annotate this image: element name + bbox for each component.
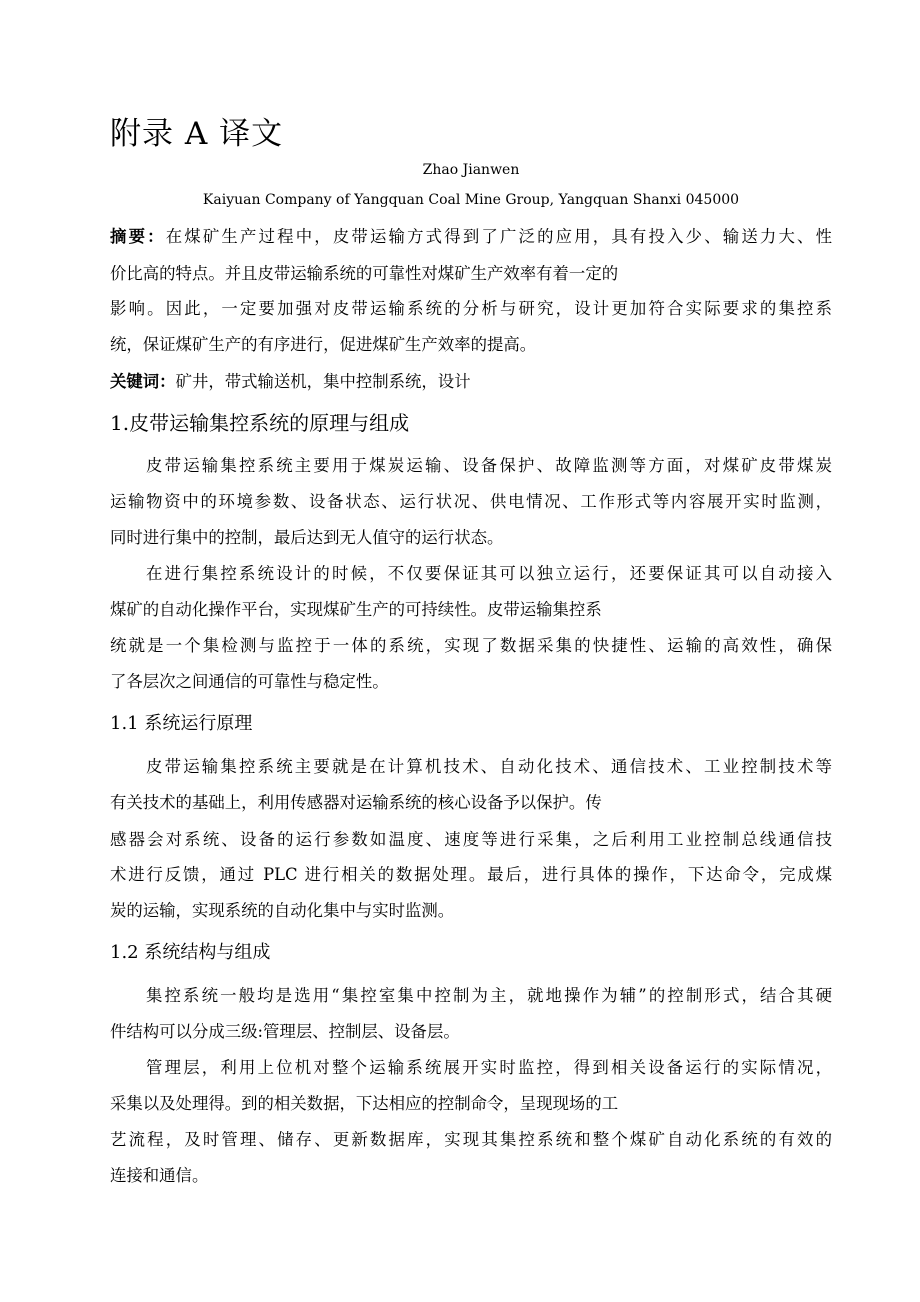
paragraph-line: 炭的运输，实现系统的自动化集中与实时监测。 (110, 901, 455, 920)
keywords-text: 矿井，带式输送机，集中控制系统，设计 (175, 372, 471, 391)
paragraph-line: 艺流程，及时管理、储存、更新数据库，实现其集控系统和整个煤矿自动化系统的有效的 (110, 1130, 832, 1149)
paragraph-line: 皮带运输集控系统主要就是在计算机技术、自动化技术、通信技术、工业控制技术等 (146, 757, 832, 776)
abstract-line (110, 222, 832, 252)
abstract-text: 在煤矿生产过程中，皮带运输方式得到了广泛的应用，具有投入少、输送力大、性 (165, 227, 833, 246)
abstract-line: 统，保证煤矿生产的有序进行，促进煤矿生产效率的提高。 (110, 335, 537, 354)
paragraph-line: 有关技术的基础上，利用传感器对运输系统的核心设备予以保护。传 (110, 793, 602, 812)
paragraph-line: 运输物资中的环境参数、设备状态、运行状况、供电情况、工作形式等内容展开实时监测， (110, 492, 832, 511)
paragraph-line: 皮带运输集控系统主要用于煤炭运输、设备保护、故障监测等方面，对煤矿皮带煤炭 (146, 456, 832, 475)
page-title: 附录 A 译文 (110, 116, 284, 152)
abstract-line: 价比高的特点。并且皮带运输系统的可靠性对煤矿生产效率有着一定的 (110, 264, 619, 283)
paragraph-line: 件结构可以分成三级:管理层、控制层、设备层。 (110, 1022, 460, 1041)
abstract-line: 影响。因此，一定要加强对皮带运输系统的分析与研究，设计更加符合实际要求的集控系 (110, 299, 832, 318)
subsection-heading: 1.2 系统结构与组成 (110, 942, 271, 963)
paragraph-line: 管理层，利用上位机对整个运输系统展开实时监控，得到相关设备运行的实际情况， (146, 1058, 832, 1077)
paragraph-line: 术进行反馈，通过 PLC 进行相关的数据处理。最后，进行具体的操作，下达命令，完成煤 (110, 865, 832, 884)
paragraph-line: 连接和通信。 (110, 1166, 209, 1185)
paragraph-line: 在进行集控系统设计的时候，不仅要保证其可以独立运行，还要保证其可以自动接入 (146, 564, 832, 583)
paragraph-line: 煤矿的自动化操作平台，实现煤矿生产的可持续性。皮带运输集控系 (110, 600, 602, 619)
keywords-label: 关键词： (110, 372, 176, 391)
paragraph-line: 感器会对系统、设备的运行参数如温度、速度等进行采集，之后利用工业控制总线通信技 (110, 830, 832, 849)
paragraph-line: 采集以及处理得。到的相关数据，下达相应的控制命令，呈现现场的工 (110, 1094, 619, 1113)
paragraph-line: 同时进行集中的控制，最后达到无人值守的运行状态。 (110, 528, 504, 547)
paragraph-line: 了各层次之间通信的可靠性与稳定性。 (110, 672, 389, 691)
author-name: Zhao Jianwen (422, 162, 520, 178)
paragraph-line: 统就是一个集检测与监控于一体的系统，实现了数据采集的快捷性、运输的高效性，确保 (110, 636, 832, 655)
keywords-line (110, 367, 832, 397)
author-affiliation: Kaiyuan Company of Yangquan Coal Mine Group, Yangquan Shanxi 045000 (202, 192, 740, 208)
section-heading: 1.皮带运输集控系统的原理与组成 (110, 411, 410, 435)
paragraph-line: 集控系统一般均是选用“集控室集中控制为主，就地操作为辅”的控制形式，结合其硬 (146, 986, 832, 1005)
subsection-heading: 1.1 系统运行原理 (110, 713, 253, 734)
abstract-label: 摘要： (110, 227, 166, 246)
